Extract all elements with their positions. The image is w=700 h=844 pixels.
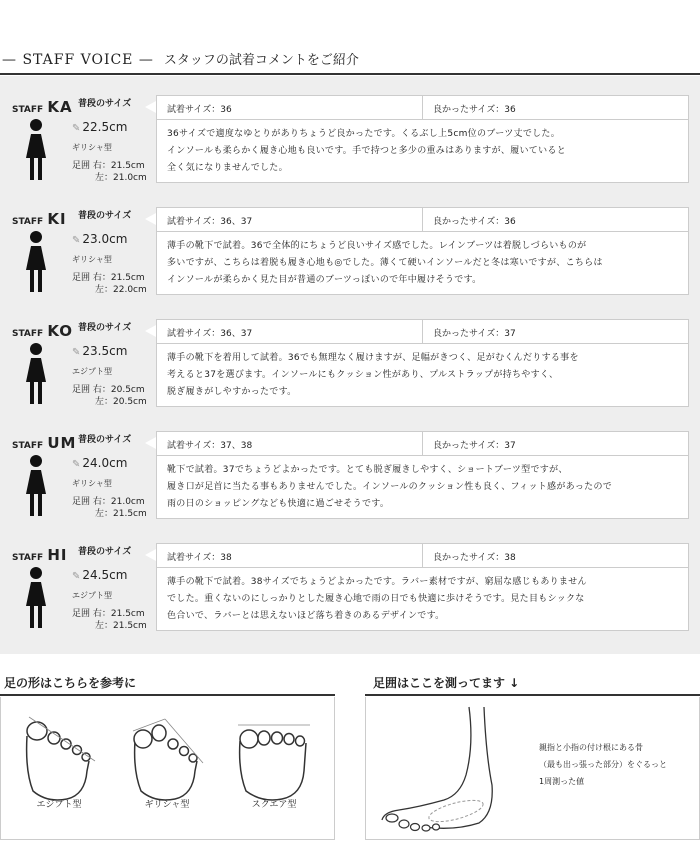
staff-initial: KO <box>47 322 74 340</box>
staff-label: STAFF <box>12 553 44 563</box>
person-icon <box>22 566 50 630</box>
usual-size <box>72 120 127 134</box>
usual-size-label: 普段のサイズ <box>78 99 132 109</box>
usual-size-label: 普段のサイズ <box>78 323 132 333</box>
tried-size-label: 試着サイズ： <box>167 441 221 451</box>
comment-line: 多いですが、こちらは着脱も履き心地も◎でした。薄くて硬いインソールだと冬は寒いですが、こちらは <box>167 258 603 268</box>
person-icon <box>22 454 50 518</box>
tried-size-value: 36、37 <box>220 329 253 339</box>
good-size <box>433 326 516 339</box>
measure-box <box>365 697 700 840</box>
speech-pointer <box>145 549 156 561</box>
foot-left-value: 21.5cm <box>113 621 147 631</box>
staff-label: STAFF <box>12 217 44 227</box>
speech-pointer <box>145 437 156 449</box>
comment-line: 考えると37を選びます。インソールにもクッション性があり、プルストラップが持ちやすく、 <box>167 370 559 380</box>
shoe-size-icon: ✎ <box>72 235 81 246</box>
tried-size <box>167 214 252 227</box>
foot-shape: エジプト型 <box>72 367 112 376</box>
comment-text <box>167 574 682 625</box>
foot-left-value: 21.0cm <box>113 173 147 183</box>
person-icon <box>22 230 50 294</box>
staff-tag <box>12 434 76 452</box>
tried-size-value: 36、37 <box>220 217 253 227</box>
usual-size-value: 24.5cm <box>82 568 128 582</box>
card-header <box>157 544 688 568</box>
usual-size-value: 23.0cm <box>82 232 128 246</box>
good-size <box>433 438 516 451</box>
staff-tag <box>12 546 67 564</box>
staff-comments-area <box>0 76 700 654</box>
comment-card <box>156 207 689 295</box>
foot-left-value: 20.5cm <box>113 397 147 407</box>
good-size <box>433 214 516 227</box>
good-size-label: 良かったサイズ： <box>433 217 505 227</box>
foot-girth-left <box>95 282 147 295</box>
staff-label: STAFF <box>12 441 44 451</box>
foot-girth-left <box>95 170 147 183</box>
good-size-label: 良かったサイズ： <box>433 441 505 451</box>
speech-pointer <box>145 101 156 113</box>
foot-girth-left <box>95 394 147 407</box>
comment-line: 脱ぎ履きがしやすかったです。 <box>167 387 297 397</box>
comment-line: 靴下で試着。37でちょうどよかったです。とても脱ぎ履きしやすく、ショートブーツ型ですが、 <box>167 465 568 475</box>
measure-line-2: （最も出っ張った部分）をぐるっと <box>539 760 667 769</box>
staff-initial: KA <box>47 98 73 116</box>
tried-size <box>167 438 252 451</box>
greek-label: ギリシャ型 <box>144 800 190 810</box>
comment-text <box>167 462 682 513</box>
foot-left-label: 左： <box>95 173 114 183</box>
tried-size <box>167 326 252 339</box>
foot-shape: エジプト型 <box>72 591 112 600</box>
shoe-size-icon: ✎ <box>72 459 81 470</box>
tried-size-value: 38 <box>220 553 232 563</box>
foot-girth-left <box>95 618 147 631</box>
good-size-value: 37 <box>504 329 516 339</box>
foot-shape: ギリシャ型 <box>72 479 112 488</box>
foot-shape: ギリシャ型 <box>72 255 112 264</box>
card-header <box>157 320 688 344</box>
tried-size-label: 試着サイズ： <box>167 217 221 227</box>
good-size-label: 良かったサイズ： <box>433 553 505 563</box>
staff-label: STAFF <box>12 329 44 339</box>
speech-pointer <box>145 213 156 225</box>
tried-size-label: 試着サイズ： <box>167 105 221 115</box>
measure-line-1: 親指と小指の付け根にある骨 <box>539 743 643 752</box>
good-size-value: 38 <box>504 553 516 563</box>
foot-right-value: 20.5cm <box>110 385 145 395</box>
usual-size <box>72 344 127 358</box>
foot-right-value: 21.5cm <box>110 161 145 171</box>
foot-right-value: 21.5cm <box>110 273 145 283</box>
foot-left-label: 左： <box>95 509 114 519</box>
foot-right-label: 足囲 右： <box>72 609 111 619</box>
square-foot-icon <box>234 711 314 806</box>
staff-initial: KI <box>47 210 67 228</box>
usual-size-label: 普段のサイズ <box>78 211 132 221</box>
comment-card <box>156 319 689 407</box>
foot-shape: ギリシャ型 <box>72 143 112 152</box>
tried-size-value: 37、38 <box>220 441 253 451</box>
greek-foot-icon <box>127 711 207 806</box>
good-size-value: 36 <box>504 105 516 115</box>
good-size-label: 良かったサイズ： <box>433 329 505 339</box>
comment-line: インソールも柔らかく履き心地も良いです。手で持つと多少の重みはありますが、履いていると <box>167 146 567 156</box>
comment-line: でした。重くないのにしっかりとした履き心地で雨の日でも快適に歩けそうです。見た目もシックな <box>167 594 585 604</box>
measure-line-3: 1周測った値 <box>539 777 585 786</box>
card-header <box>157 432 688 456</box>
comment-card <box>156 543 689 631</box>
staff-tag <box>12 210 67 228</box>
usual-size <box>72 232 127 246</box>
usual-size-value: 23.5cm <box>82 344 128 358</box>
comment-line: 履き口が足首に当たる事もありませんでした。インソールのクッション性も良く、フィット感があったので <box>167 482 613 492</box>
card-header-divider <box>422 320 423 344</box>
usual-size <box>72 456 127 470</box>
comment-line: 薄手の靴下で試着。38サイズでちょうどよかったです。ラバー素材ですが、窮屈な感じもありません <box>167 577 587 587</box>
measure-description <box>539 739 694 790</box>
person-icon <box>22 342 50 406</box>
usual-size-value: 24.0cm <box>82 456 128 470</box>
card-header-divider <box>422 432 423 456</box>
foot-right-label: 足囲 右： <box>72 273 111 283</box>
tried-size <box>167 550 232 563</box>
staff-entry-ka <box>0 76 700 188</box>
staff-voice-label: — STAFF VOICE — <box>2 52 154 68</box>
tried-size <box>167 102 232 115</box>
good-size-value: 36 <box>504 217 516 227</box>
card-header-divider <box>422 208 423 232</box>
staff-entry-hi <box>0 524 700 636</box>
foot-left-value: 22.0cm <box>113 285 147 295</box>
foot-side-icon <box>374 705 524 835</box>
section-header <box>0 46 700 74</box>
staff-voice-title <box>2 49 359 68</box>
foot-right-label: 足囲 右： <box>72 385 111 395</box>
square-label: スクエア型 <box>251 800 297 810</box>
comment-line: 薄手の靴下を着用して試着。36でも無理なく履けますが、足幅がきつく、足がむくんだりする事を <box>167 353 579 363</box>
comment-line: 色合いで、ラバーとは思えないほど落ち着きのあるデザインです。 <box>167 611 445 621</box>
staff-entry-ki <box>0 188 700 300</box>
good-size-label: 良かったサイズ： <box>433 105 505 115</box>
usual-size-value: 22.5cm <box>82 120 128 134</box>
foot-right-value: 21.0cm <box>110 497 145 507</box>
good-size <box>433 102 516 115</box>
comment-text <box>167 238 682 289</box>
tried-size-value: 36 <box>220 105 232 115</box>
foot-shape-box <box>0 697 335 840</box>
foot-shape-title: 足の形はこちらを参考に <box>4 676 137 690</box>
good-size <box>433 550 516 563</box>
comment-text <box>167 126 682 177</box>
comment-line: 全く気になりませんでした。 <box>167 163 288 173</box>
staff-tag <box>12 322 73 340</box>
staff-initial: HI <box>47 546 68 564</box>
card-header <box>157 208 688 232</box>
foot-left-value: 21.5cm <box>113 509 147 519</box>
comment-card <box>156 431 689 519</box>
comment-line: 雨の日のショッピングなども快適に過ごせそうです。 <box>167 499 390 509</box>
good-size-value: 37 <box>504 441 516 451</box>
foot-right-label: 足囲 右： <box>72 161 111 171</box>
header-divider <box>0 73 700 75</box>
comment-text <box>167 350 682 401</box>
staff-voice-subtitle: スタッフの試着コメントをご紹介 <box>163 53 359 68</box>
foot-left-label: 左： <box>95 397 114 407</box>
foot-right-value: 21.5cm <box>110 609 145 619</box>
measure-divider <box>365 694 700 696</box>
staff-entry-um <box>0 412 700 524</box>
card-header-divider <box>422 544 423 568</box>
measure-title: 足囲はここを測ってます ↓ <box>373 676 520 690</box>
card-header <box>157 96 688 120</box>
foot-right-label: 足囲 右： <box>72 497 111 507</box>
egyptian-label: エジプト型 <box>36 800 82 810</box>
shoe-size-icon: ✎ <box>72 123 81 134</box>
foot-girth-left <box>95 506 147 519</box>
foot-left-label: 左： <box>95 285 114 295</box>
foot-shape-divider <box>0 694 335 696</box>
speech-pointer <box>145 325 156 337</box>
tried-size-label: 試着サイズ： <box>167 553 221 563</box>
usual-size <box>72 568 127 582</box>
person-icon <box>22 118 50 182</box>
staff-label: STAFF <box>12 105 44 115</box>
usual-size-label: 普段のサイズ <box>78 435 132 445</box>
shoe-size-icon: ✎ <box>72 347 81 358</box>
card-header-divider <box>422 96 423 120</box>
staff-initial: UM <box>47 434 77 452</box>
egyptian-foot-icon <box>19 711 99 806</box>
staff-entry-ko <box>0 300 700 412</box>
comment-card <box>156 95 689 183</box>
foot-left-label: 左： <box>95 621 114 631</box>
comment-line: 薄手の靴下で試着。36で全体的にちょうど良いサイズ感でした。レインブーツは着脱しづらいものが <box>167 241 587 251</box>
usual-size-label: 普段のサイズ <box>78 547 132 557</box>
tried-size-label: 試着サイズ： <box>167 329 221 339</box>
comment-line: インソールが柔らかく見た目が普通のブーツっぽいので年中履けそうです。 <box>167 275 482 285</box>
staff-tag <box>12 98 73 116</box>
comment-line: 36サイズで適度なゆとりがありちょうど良かったです。くるぶし上5cm位のブーツ丈でした。 <box>167 129 561 139</box>
shoe-size-icon: ✎ <box>72 571 81 582</box>
